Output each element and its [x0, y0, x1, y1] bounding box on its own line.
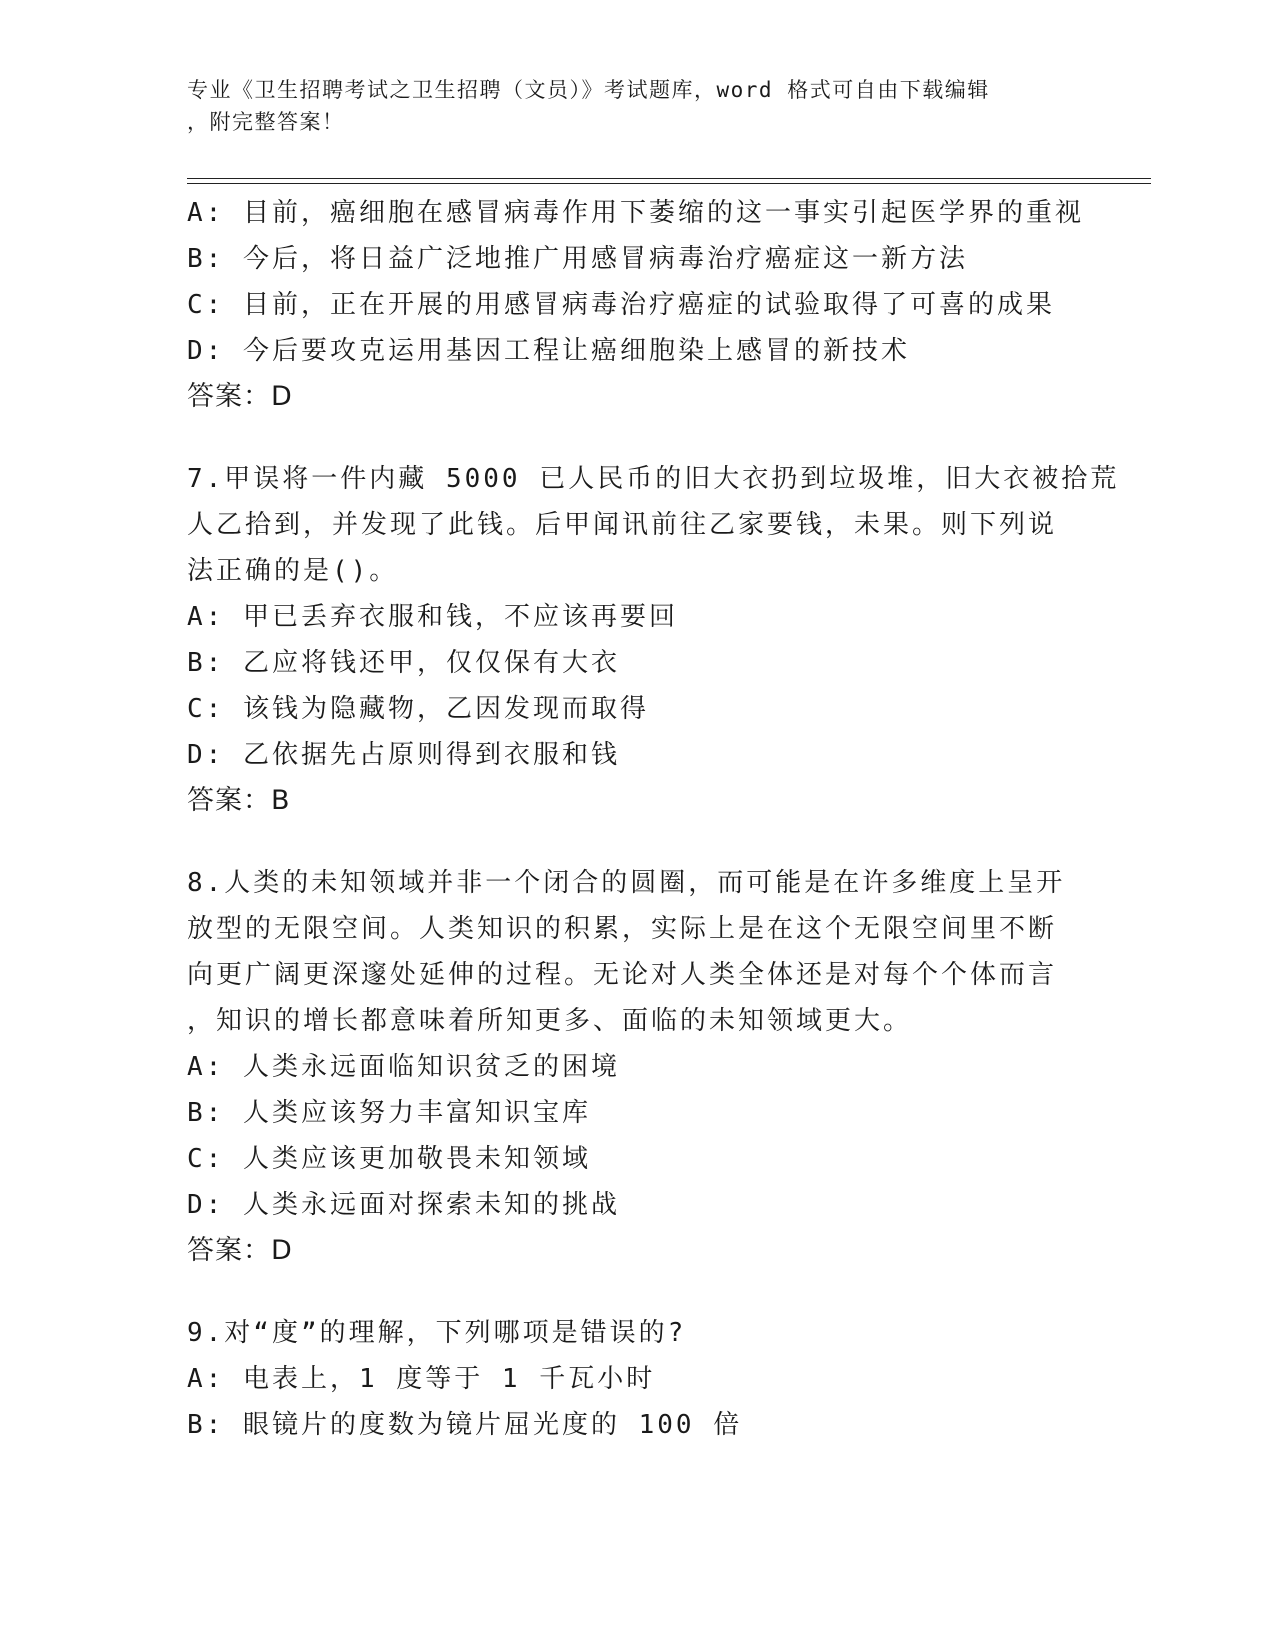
option-b: B: 乙应将钱还甲，仅仅保有大衣 — [187, 648, 620, 678]
question-9 — [187, 1310, 1087, 1448]
question-7 — [187, 456, 1120, 824]
option-d: D: 人类永远面对探索未知的挑战 — [187, 1190, 620, 1220]
header-title-line-1: 专业《卫生招聘考试之卫生招聘（文员）》考试题库，word 格式可自由下载编辑 — [187, 78, 990, 102]
question-stem-line: 7.甲误将一件内藏 5000 已人民币的旧大衣扔到垃圾堆，旧大衣被拾荒 — [187, 464, 1120, 494]
option-a: A: 甲已丢弃衣服和钱，不应该再要回 — [187, 602, 678, 632]
option-b: B: 人类应该努力丰富知识宝库 — [187, 1098, 591, 1128]
question-spacer — [187, 1274, 1087, 1310]
question-stem-line: 9.对“度”的理解，下列哪项是错误的? — [187, 1318, 687, 1348]
question-stem-line: 8.人类的未知领域并非一个闭合的圆圈，而可能是在许多维度上呈开 — [187, 868, 1066, 898]
header-title-line-2: ，附完整答案！ — [187, 110, 345, 134]
question-list — [187, 190, 1120, 1448]
answer-line: 答案：D — [187, 381, 293, 412]
question-stem-line: 向更广阔更深邃处延伸的过程。无论对人类全体还是对每个个体而言 — [187, 960, 1058, 990]
header-divider-top — [187, 178, 1151, 179]
answer-line: 答案：D — [187, 1235, 293, 1266]
document-header — [187, 74, 1087, 138]
question-stem-line: ，知识的增长都意味着所知更多、面临的未知领域更大。 — [187, 1006, 913, 1036]
question-8 — [187, 860, 1087, 1274]
option-a: A: 目前，癌细胞在感冒病毒作用下萎缩的这一事实引起医学界的重视 — [187, 198, 1084, 228]
question-stem-line: 人乙拾到，并发现了此钱。后甲闻讯前往乙家要钱，未果。则下列说 — [187, 510, 1058, 540]
question-spacer — [187, 824, 1087, 860]
option-b: B: 今后，将日益广泛地推广用感冒病毒治疗癌症这一新方法 — [187, 244, 968, 274]
question-6 — [187, 190, 1087, 420]
question-stem-line: 法正确的是()。 — [187, 556, 399, 586]
header-divider-bottom — [187, 183, 1151, 184]
question-stem-line: 放型的无限空间。人类知识的积累，实际上是在这个无限空间里不断 — [187, 914, 1058, 944]
option-c: C: 目前，正在开展的用感冒病毒治疗癌症的试验取得了可喜的成果 — [187, 290, 1055, 320]
option-d: D: 乙依据先占原则得到衣服和钱 — [187, 740, 620, 770]
question-spacer — [187, 420, 1087, 456]
option-b: B: 眼镜片的度数为镜片屈光度的 100 倍 — [187, 1410, 743, 1440]
answer-line: 答案：B — [187, 785, 291, 816]
option-c: C: 该钱为隐藏物，乙因发现而取得 — [187, 694, 649, 724]
option-c: C: 人类应该更加敬畏未知领域 — [187, 1144, 591, 1174]
option-a: A: 电表上，1 度等于 1 千瓦小时 — [187, 1364, 656, 1394]
option-a: A: 人类永远面临知识贫乏的困境 — [187, 1052, 620, 1082]
option-d: D: 今后要攻克运用基因工程让癌细胞染上感冒的新技术 — [187, 336, 910, 366]
